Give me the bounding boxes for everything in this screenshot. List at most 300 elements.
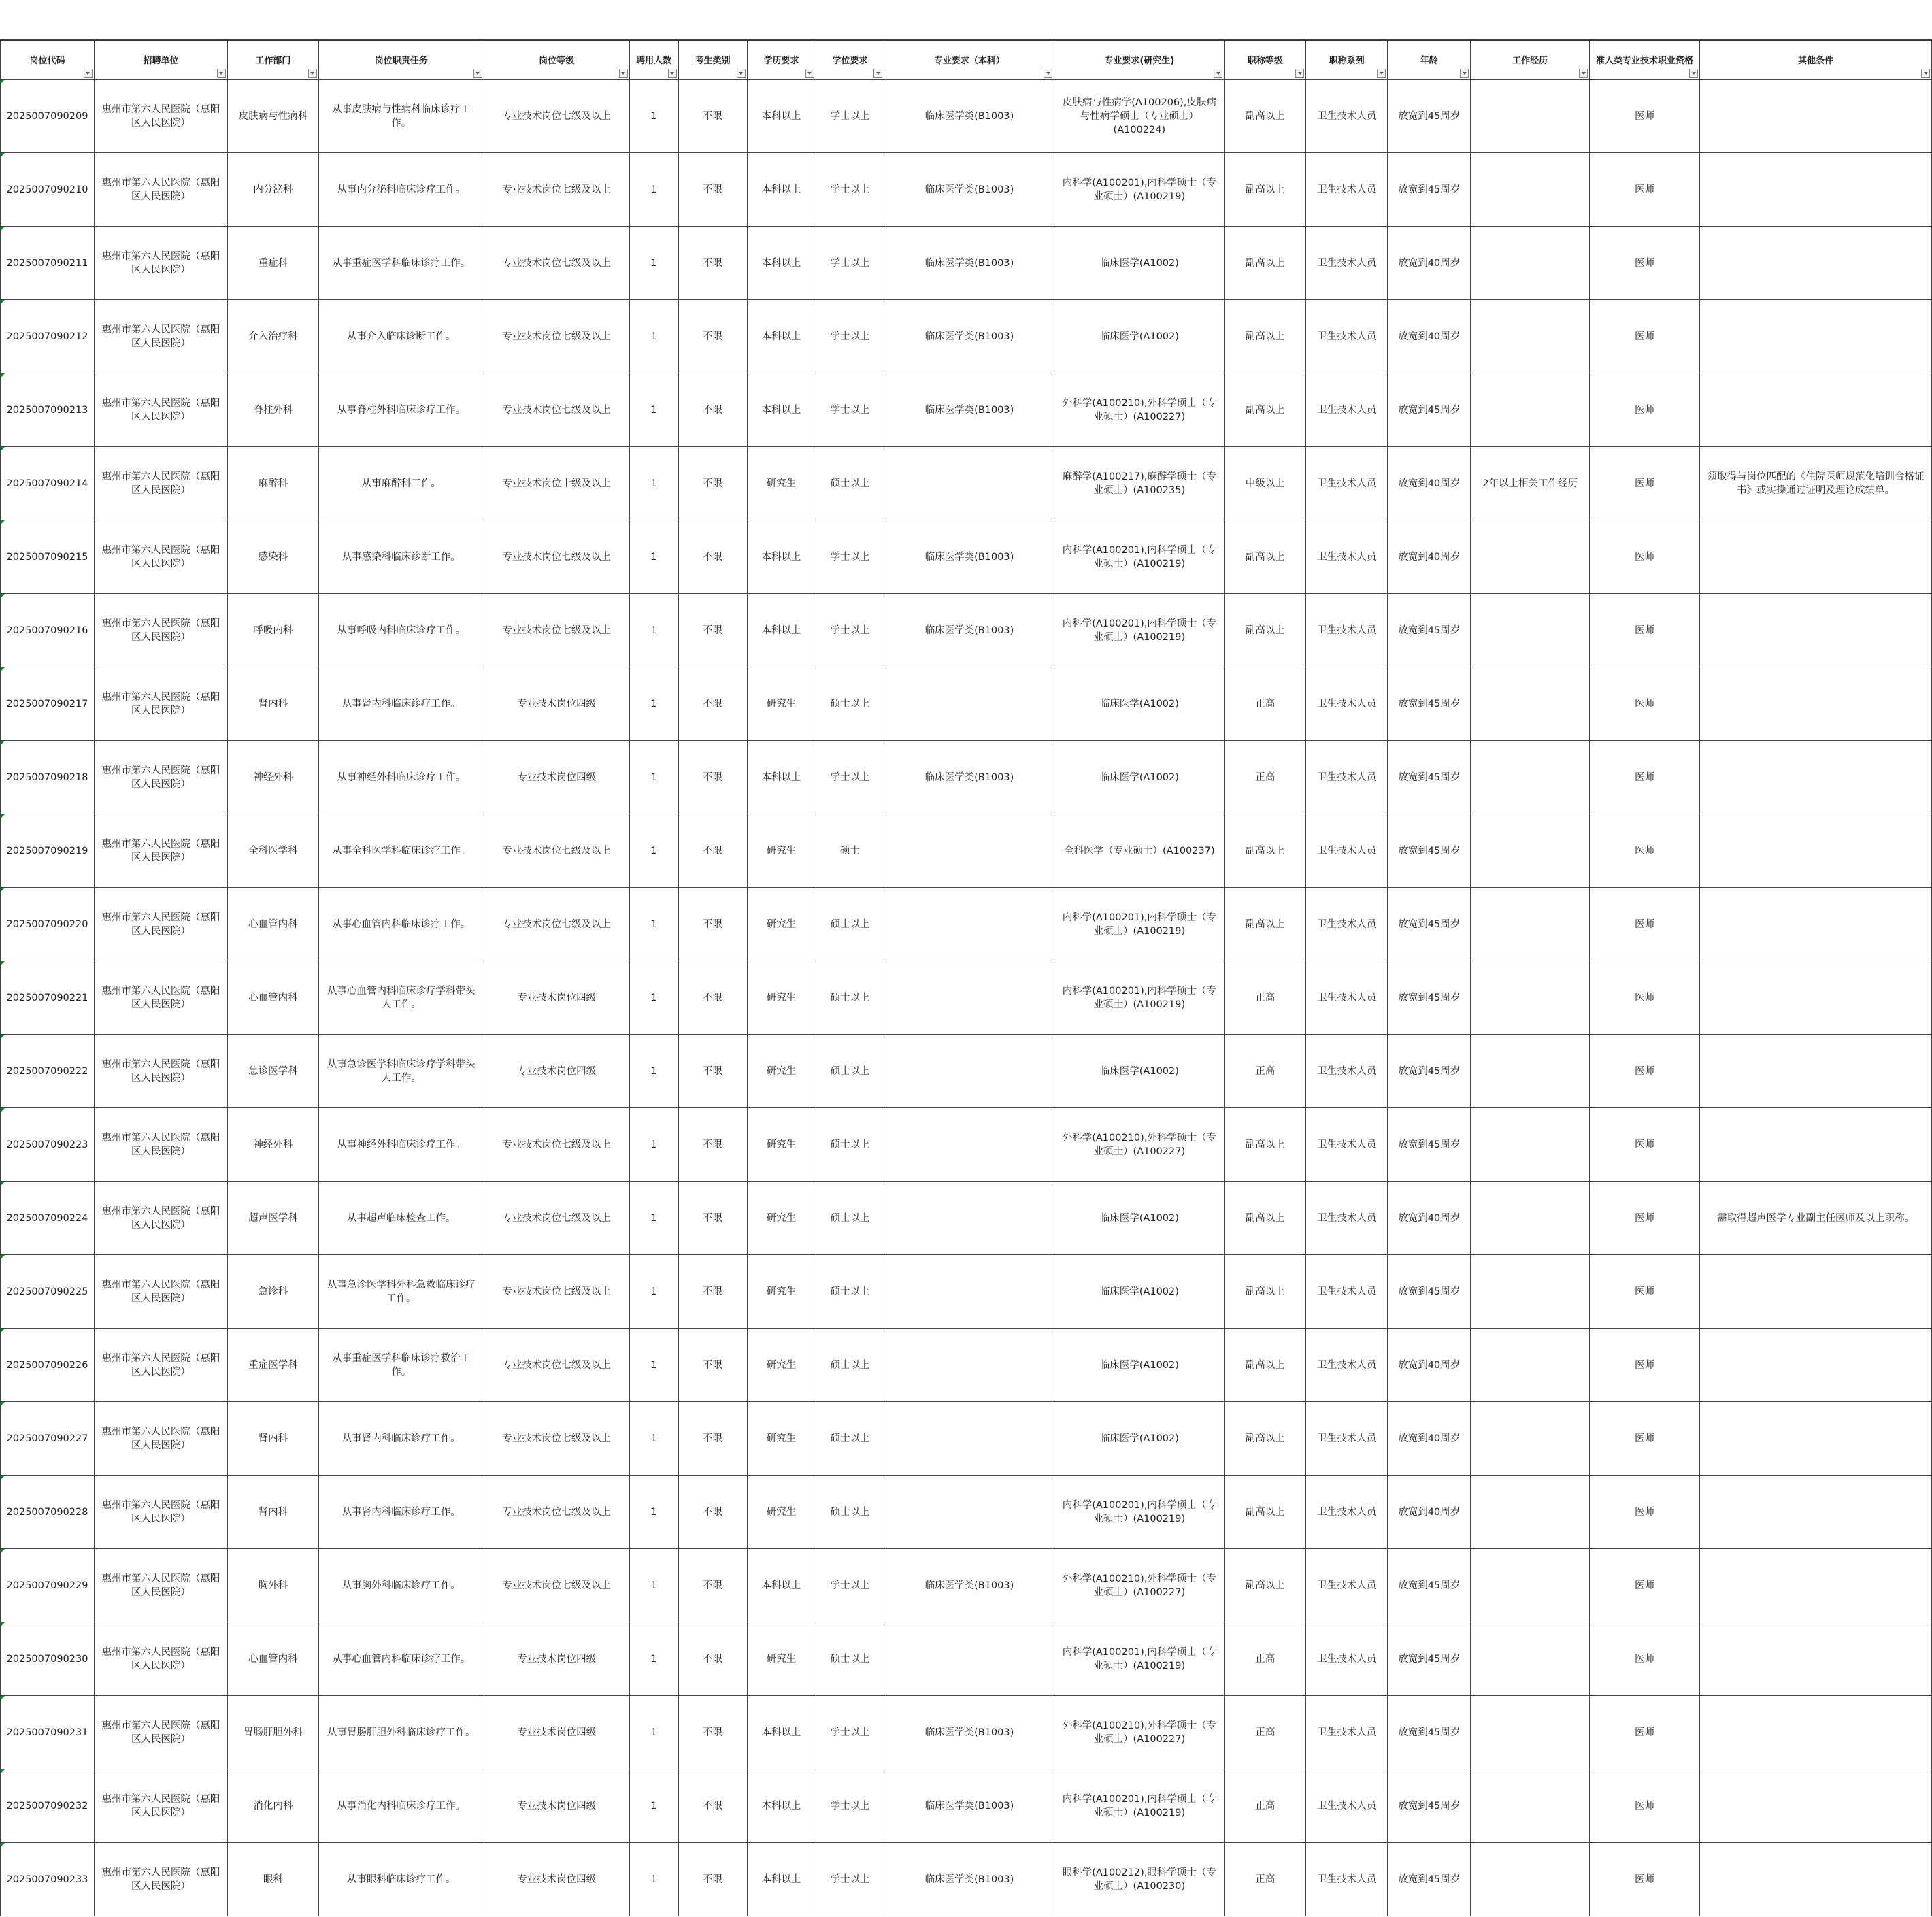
table-cell[interactable]: 1 — [629, 1329, 678, 1402]
table-cell[interactable]: 研究生 — [747, 667, 816, 741]
table-cell[interactable]: 惠州市第六人民医院（惠阳区人民医院） — [94, 1622, 227, 1696]
table-cell[interactable]: 医师 — [1590, 741, 1700, 814]
table-cell[interactable]: 副高以上 — [1225, 1182, 1306, 1255]
table-cell[interactable]: 本科以上 — [747, 300, 816, 373]
table-cell[interactable]: 惠州市第六人民医院（惠阳区人民医院） — [94, 1769, 227, 1843]
table-cell[interactable] — [1700, 1108, 1932, 1182]
table-cell[interactable]: 临床医学类(B1003) — [884, 1843, 1054, 1916]
table-cell[interactable]: 学士以上 — [816, 1696, 884, 1769]
table-cell[interactable]: 临床医学类(B1003) — [884, 1769, 1054, 1843]
table-cell[interactable]: 卫生技术人员 — [1306, 520, 1388, 594]
table-cell[interactable]: 不限 — [678, 447, 747, 520]
table-cell[interactable]: 从事胃肠肝胆外科临床诊疗工作。 — [318, 1696, 484, 1769]
table-cell[interactable]: 医师 — [1590, 814, 1700, 888]
table-cell[interactable]: 医师 — [1590, 80, 1700, 153]
table-cell[interactable]: 临床医学类(B1003) — [884, 1696, 1054, 1769]
table-cell[interactable] — [1471, 1622, 1590, 1696]
table-cell[interactable]: 硕士以上 — [816, 888, 884, 961]
table-cell[interactable]: 临床医学类(B1003) — [884, 300, 1054, 373]
table-cell[interactable] — [1700, 1622, 1932, 1696]
table-cell[interactable]: 本科以上 — [747, 227, 816, 300]
table-cell[interactable] — [1700, 520, 1932, 594]
table-cell[interactable]: 副高以上 — [1225, 1329, 1306, 1402]
table-cell[interactable]: 1 — [629, 447, 678, 520]
table-cell[interactable]: 学士以上 — [816, 300, 884, 373]
table-cell[interactable]: 麻醉科 — [227, 447, 318, 520]
table-cell[interactable]: 专业技术岗位七级及以上 — [484, 300, 629, 373]
table-cell[interactable]: 不限 — [678, 1622, 747, 1696]
table-cell[interactable] — [884, 961, 1054, 1035]
table-cell[interactable]: 从事超声临床检查工作。 — [318, 1182, 484, 1255]
table-cell[interactable]: 2025007090231 — [1, 1696, 95, 1769]
table-cell[interactable] — [1471, 1843, 1590, 1916]
table-cell[interactable] — [884, 1329, 1054, 1402]
table-cell[interactable]: 不限 — [678, 1402, 747, 1476]
table-cell[interactable] — [1471, 1696, 1590, 1769]
table-cell[interactable]: 2年以上相关工作经历 — [1471, 447, 1590, 520]
table-cell[interactable]: 惠州市第六人民医院（惠阳区人民医院） — [94, 1255, 227, 1329]
table-cell[interactable]: 学士以上 — [816, 1549, 884, 1622]
table-cell[interactable]: 惠州市第六人民医院（惠阳区人民医院） — [94, 300, 227, 373]
table-cell[interactable]: 卫生技术人员 — [1306, 153, 1388, 227]
table-cell[interactable]: 医师 — [1590, 594, 1700, 667]
table-cell[interactable] — [1700, 1696, 1932, 1769]
table-cell[interactable]: 不限 — [678, 300, 747, 373]
table-cell[interactable] — [884, 1402, 1054, 1476]
table-cell[interactable]: 眼科 — [227, 1843, 318, 1916]
table-cell[interactable]: 医师 — [1590, 1696, 1700, 1769]
table-cell[interactable]: 惠州市第六人民医院（惠阳区人民医院） — [94, 1696, 227, 1769]
table-cell[interactable]: 需取得超声医学专业副主任医师及以上职称。 — [1700, 1182, 1932, 1255]
filter-dropdown-icon[interactable] — [308, 69, 317, 78]
table-cell[interactable]: 从事感染科临床诊断工作。 — [318, 520, 484, 594]
table-cell[interactable]: 惠州市第六人民医院（惠阳区人民医院） — [94, 741, 227, 814]
table-cell[interactable]: 卫生技术人员 — [1306, 300, 1388, 373]
table-cell[interactable]: 1 — [629, 741, 678, 814]
table-cell[interactable]: 副高以上 — [1225, 373, 1306, 447]
table-cell[interactable]: 卫生技术人员 — [1306, 373, 1388, 447]
table-cell[interactable]: 硕士以上 — [816, 667, 884, 741]
table-cell[interactable]: 胸外科 — [227, 1549, 318, 1622]
table-cell[interactable]: 正高 — [1225, 961, 1306, 1035]
table-cell[interactable]: 1 — [629, 667, 678, 741]
table-cell[interactable]: 放宽到40周岁 — [1388, 1476, 1471, 1549]
table-cell[interactable]: 医师 — [1590, 1329, 1700, 1402]
table-cell[interactable] — [1700, 888, 1932, 961]
table-cell[interactable]: 硕士以上 — [816, 961, 884, 1035]
table-cell[interactable]: 不限 — [678, 1108, 747, 1182]
table-cell[interactable]: 从事肾内科临床诊疗工作。 — [318, 667, 484, 741]
table-cell[interactable]: 从事皮肤病与性病科临床诊疗工作。 — [318, 80, 484, 153]
table-cell[interactable]: 急诊医学科 — [227, 1035, 318, 1108]
table-cell[interactable]: 脊柱外科 — [227, 373, 318, 447]
table-cell[interactable]: 专业技术岗位七级及以上 — [484, 1476, 629, 1549]
table-cell[interactable]: 专业技术岗位七级及以上 — [484, 1402, 629, 1476]
table-cell[interactable]: 2025007090229 — [1, 1549, 95, 1622]
table-cell[interactable]: 临床医学(A1002) — [1054, 741, 1225, 814]
table-cell[interactable]: 1 — [629, 888, 678, 961]
table-cell[interactable]: 呼吸内科 — [227, 594, 318, 667]
table-cell[interactable]: 惠州市第六人民医院（惠阳区人民医院） — [94, 667, 227, 741]
table-cell[interactable]: 正高 — [1225, 667, 1306, 741]
table-cell[interactable]: 放宽到45周岁 — [1388, 961, 1471, 1035]
table-cell[interactable]: 全科医学（专业硕士）(A100237) — [1054, 814, 1225, 888]
table-cell[interactable]: 从事肾内科临床诊疗工作。 — [318, 1402, 484, 1476]
table-cell[interactable]: 中级以上 — [1225, 447, 1306, 520]
table-cell[interactable]: 不限 — [678, 153, 747, 227]
table-cell[interactable]: 研究生 — [747, 447, 816, 520]
table-cell[interactable]: 放宽到45周岁 — [1388, 667, 1471, 741]
table-cell[interactable] — [1700, 227, 1932, 300]
table-cell[interactable]: 专业技术岗位七级及以上 — [484, 814, 629, 888]
table-cell[interactable]: 放宽到45周岁 — [1388, 1108, 1471, 1182]
table-cell[interactable] — [1471, 520, 1590, 594]
table-cell[interactable] — [884, 447, 1054, 520]
table-cell[interactable] — [1471, 961, 1590, 1035]
table-cell[interactable]: 临床医学类(B1003) — [884, 520, 1054, 594]
table-cell[interactable]: 1 — [629, 961, 678, 1035]
table-cell[interactable]: 医师 — [1590, 1622, 1700, 1696]
table-cell[interactable]: 学士以上 — [816, 520, 884, 594]
table-cell[interactable] — [1471, 1108, 1590, 1182]
table-cell[interactable]: 1 — [629, 1182, 678, 1255]
table-cell[interactable]: 卫生技术人员 — [1306, 1035, 1388, 1108]
table-cell[interactable]: 放宽到45周岁 — [1388, 373, 1471, 447]
table-cell[interactable]: 临床医学类(B1003) — [884, 373, 1054, 447]
table-cell[interactable]: 学士以上 — [816, 80, 884, 153]
table-cell[interactable]: 医师 — [1590, 1769, 1700, 1843]
table-cell[interactable]: 本科以上 — [747, 594, 816, 667]
table-cell[interactable]: 2025007090222 — [1, 1035, 95, 1108]
table-cell[interactable]: 1 — [629, 1696, 678, 1769]
table-cell[interactable]: 本科以上 — [747, 1696, 816, 1769]
table-cell[interactable]: 临床医学类(B1003) — [884, 80, 1054, 153]
table-cell[interactable]: 卫生技术人员 — [1306, 888, 1388, 961]
table-cell[interactable]: 内科学(A100201),内科学硕士（专业硕士）(A100219) — [1054, 1622, 1225, 1696]
filter-dropdown-icon[interactable] — [1460, 69, 1469, 78]
table-cell[interactable]: 惠州市第六人民医院（惠阳区人民医院） — [94, 1843, 227, 1916]
table-cell[interactable]: 消化内科 — [227, 1769, 318, 1843]
filter-dropdown-icon[interactable] — [737, 69, 746, 78]
table-cell[interactable]: 专业技术岗位四级 — [484, 1696, 629, 1769]
table-cell[interactable]: 医师 — [1590, 153, 1700, 227]
table-cell[interactable]: 2025007090221 — [1, 961, 95, 1035]
table-cell[interactable]: 卫生技术人员 — [1306, 1549, 1388, 1622]
table-cell[interactable]: 医师 — [1590, 520, 1700, 594]
table-cell[interactable]: 心血管内科 — [227, 888, 318, 961]
table-cell[interactable]: 临床医学(A1002) — [1054, 1035, 1225, 1108]
table-cell[interactable]: 临床医学(A1002) — [1054, 1182, 1225, 1255]
table-cell[interactable]: 内科学(A100201),内科学硕士（专业硕士）(A100219) — [1054, 961, 1225, 1035]
table-cell[interactable]: 放宽到45周岁 — [1388, 1769, 1471, 1843]
table-cell[interactable]: 放宽到45周岁 — [1388, 741, 1471, 814]
table-cell[interactable] — [1700, 1255, 1932, 1329]
table-cell[interactable]: 1 — [629, 1255, 678, 1329]
table-cell[interactable]: 硕士以上 — [816, 1035, 884, 1108]
table-cell[interactable]: 心血管内科 — [227, 1622, 318, 1696]
table-cell[interactable]: 本科以上 — [747, 1549, 816, 1622]
table-cell[interactable]: 惠州市第六人民医院（惠阳区人民医院） — [94, 373, 227, 447]
table-cell[interactable] — [1471, 1549, 1590, 1622]
table-cell[interactable]: 从事心血管内科临床诊疗工作。 — [318, 1622, 484, 1696]
table-cell[interactable] — [1471, 80, 1590, 153]
table-cell[interactable]: 硕士以上 — [816, 1255, 884, 1329]
table-cell[interactable] — [1700, 1035, 1932, 1108]
table-cell[interactable]: 临床医学(A1002) — [1054, 227, 1225, 300]
table-cell[interactable]: 医师 — [1590, 1476, 1700, 1549]
table-cell[interactable]: 2025007090212 — [1, 300, 95, 373]
table-cell[interactable]: 本科以上 — [747, 80, 816, 153]
table-cell[interactable]: 眼科学(A100212),眼科学硕士（专业硕士）(A100230) — [1054, 1843, 1225, 1916]
table-cell[interactable]: 医师 — [1590, 1108, 1700, 1182]
table-cell[interactable]: 从事消化内科临床诊疗工作。 — [318, 1769, 484, 1843]
table-cell[interactable]: 正高 — [1225, 1696, 1306, 1769]
table-cell[interactable]: 肾内科 — [227, 667, 318, 741]
table-cell[interactable]: 副高以上 — [1225, 1255, 1306, 1329]
filter-dropdown-icon[interactable] — [84, 69, 93, 78]
table-cell[interactable]: 副高以上 — [1225, 80, 1306, 153]
table-cell[interactable]: 放宽到45周岁 — [1388, 1622, 1471, 1696]
table-cell[interactable]: 从事介入临床诊断工作。 — [318, 300, 484, 373]
table-cell[interactable]: 专业技术岗位四级 — [484, 1622, 629, 1696]
table-cell[interactable]: 惠州市第六人民医院（惠阳区人民医院） — [94, 1402, 227, 1476]
table-cell[interactable]: 不限 — [678, 1182, 747, 1255]
table-cell[interactable]: 内科学(A100201),内科学硕士（专业硕士）(A100219) — [1054, 594, 1225, 667]
table-cell[interactable] — [1700, 1769, 1932, 1843]
table-cell[interactable]: 2025007090219 — [1, 814, 95, 888]
table-cell[interactable]: 放宽到45周岁 — [1388, 153, 1471, 227]
table-cell[interactable]: 从事麻醉科工作。 — [318, 447, 484, 520]
table-cell[interactable]: 1 — [629, 1476, 678, 1549]
table-cell[interactable]: 硕士以上 — [816, 1182, 884, 1255]
table-cell[interactable]: 专业技术岗位七级及以上 — [484, 80, 629, 153]
filter-dropdown-icon[interactable] — [873, 69, 882, 78]
table-cell[interactable]: 不限 — [678, 1843, 747, 1916]
table-cell[interactable]: 1 — [629, 1769, 678, 1843]
table-cell[interactable]: 正高 — [1225, 1622, 1306, 1696]
table-cell[interactable]: 放宽到45周岁 — [1388, 814, 1471, 888]
table-cell[interactable]: 本科以上 — [747, 1843, 816, 1916]
table-cell[interactable] — [884, 1182, 1054, 1255]
table-cell[interactable]: 超声医学科 — [227, 1182, 318, 1255]
table-cell[interactable]: 副高以上 — [1225, 814, 1306, 888]
table-cell[interactable] — [884, 1108, 1054, 1182]
table-cell[interactable]: 卫生技术人员 — [1306, 741, 1388, 814]
table-cell[interactable]: 卫生技术人员 — [1306, 1182, 1388, 1255]
table-cell[interactable]: 卫生技术人员 — [1306, 1108, 1388, 1182]
table-cell[interactable]: 副高以上 — [1225, 1549, 1306, 1622]
table-cell[interactable]: 1 — [629, 1549, 678, 1622]
table-cell[interactable]: 专业技术岗位四级 — [484, 741, 629, 814]
table-cell[interactable]: 从事眼科临床诊疗工作。 — [318, 1843, 484, 1916]
filter-dropdown-icon[interactable] — [668, 69, 677, 78]
table-cell[interactable]: 专业技术岗位七级及以上 — [484, 888, 629, 961]
table-cell[interactable]: 感染科 — [227, 520, 318, 594]
table-cell[interactable]: 临床医学(A1002) — [1054, 1402, 1225, 1476]
table-cell[interactable] — [1471, 741, 1590, 814]
table-cell[interactable]: 卫生技术人员 — [1306, 1622, 1388, 1696]
table-cell[interactable] — [1700, 1549, 1932, 1622]
table-cell[interactable]: 正高 — [1225, 1035, 1306, 1108]
table-cell[interactable]: 卫生技术人员 — [1306, 1696, 1388, 1769]
table-cell[interactable]: 副高以上 — [1225, 888, 1306, 961]
table-cell[interactable]: 惠州市第六人民医院（惠阳区人民医院） — [94, 594, 227, 667]
table-cell[interactable]: 副高以上 — [1225, 1108, 1306, 1182]
filter-dropdown-icon[interactable] — [1689, 69, 1698, 78]
table-cell[interactable]: 副高以上 — [1225, 594, 1306, 667]
table-cell[interactable]: 正高 — [1225, 1769, 1306, 1843]
filter-dropdown-icon[interactable] — [619, 69, 628, 78]
table-cell[interactable]: 不限 — [678, 961, 747, 1035]
table-cell[interactable]: 重症科 — [227, 227, 318, 300]
table-cell[interactable]: 研究生 — [747, 1329, 816, 1402]
table-cell[interactable]: 惠州市第六人民医院（惠阳区人民医院） — [94, 447, 227, 520]
filter-dropdown-icon[interactable] — [217, 69, 226, 78]
table-cell[interactable]: 1 — [629, 1843, 678, 1916]
table-cell[interactable]: 医师 — [1590, 1402, 1700, 1476]
table-cell[interactable] — [1700, 594, 1932, 667]
table-cell[interactable]: 内科学(A100201),内科学硕士（专业硕士）(A100219) — [1054, 1476, 1225, 1549]
filter-dropdown-icon[interactable] — [1921, 69, 1930, 78]
table-cell[interactable]: 1 — [629, 80, 678, 153]
table-cell[interactable]: 1 — [629, 814, 678, 888]
table-cell[interactable]: 2025007090213 — [1, 373, 95, 447]
table-cell[interactable]: 胃肠肝胆外科 — [227, 1696, 318, 1769]
table-cell[interactable]: 专业技术岗位七级及以上 — [484, 1255, 629, 1329]
filter-dropdown-icon[interactable] — [1295, 69, 1304, 78]
table-cell[interactable]: 不限 — [678, 80, 747, 153]
table-cell[interactable] — [1471, 153, 1590, 227]
table-cell[interactable]: 医师 — [1590, 1182, 1700, 1255]
table-cell[interactable]: 医师 — [1590, 1549, 1700, 1622]
table-cell[interactable]: 副高以上 — [1225, 227, 1306, 300]
filter-dropdown-icon[interactable] — [473, 69, 482, 78]
table-cell[interactable]: 内分泌科 — [227, 153, 318, 227]
table-cell[interactable]: 2025007090217 — [1, 667, 95, 741]
table-cell[interactable]: 2025007090225 — [1, 1255, 95, 1329]
table-cell[interactable]: 医师 — [1590, 1035, 1700, 1108]
table-cell[interactable]: 2025007090226 — [1, 1329, 95, 1402]
table-cell[interactable]: 临床医学(A1002) — [1054, 1255, 1225, 1329]
table-cell[interactable]: 专业技术岗位七级及以上 — [484, 1182, 629, 1255]
table-cell[interactable]: 放宽到40周岁 — [1388, 300, 1471, 373]
table-cell[interactable]: 卫生技术人员 — [1306, 961, 1388, 1035]
table-cell[interactable] — [1700, 1402, 1932, 1476]
table-cell[interactable]: 研究生 — [747, 1622, 816, 1696]
table-cell[interactable] — [1700, 373, 1932, 447]
table-cell[interactable] — [1700, 741, 1932, 814]
table-cell[interactable]: 专业技术岗位七级及以上 — [484, 1329, 629, 1402]
table-cell[interactable]: 学士以上 — [816, 227, 884, 300]
table-cell[interactable]: 放宽到40周岁 — [1388, 227, 1471, 300]
table-cell[interactable]: 内科学(A100201),内科学硕士（专业硕士）(A100219) — [1054, 153, 1225, 227]
table-cell[interactable]: 全科医学科 — [227, 814, 318, 888]
table-cell[interactable]: 1 — [629, 300, 678, 373]
table-cell[interactable]: 惠州市第六人民医院（惠阳区人民医院） — [94, 80, 227, 153]
table-cell[interactable]: 急诊科 — [227, 1255, 318, 1329]
table-cell[interactable]: 不限 — [678, 520, 747, 594]
table-cell[interactable]: 卫生技术人员 — [1306, 1769, 1388, 1843]
table-cell[interactable] — [1471, 1255, 1590, 1329]
table-cell[interactable]: 学士以上 — [816, 1843, 884, 1916]
table-cell[interactable]: 1 — [629, 1108, 678, 1182]
table-cell[interactable]: 临床医学(A1002) — [1054, 1329, 1225, 1402]
table-cell[interactable]: 正高 — [1225, 1843, 1306, 1916]
table-cell[interactable] — [1471, 1402, 1590, 1476]
table-cell[interactable]: 研究生 — [747, 961, 816, 1035]
filter-dropdown-icon[interactable] — [1214, 69, 1222, 78]
table-cell[interactable]: 肾内科 — [227, 1402, 318, 1476]
table-cell[interactable]: 从事急诊医学科外科急救临床诊疗工作。 — [318, 1255, 484, 1329]
table-cell[interactable]: 卫生技术人员 — [1306, 1255, 1388, 1329]
table-cell[interactable]: 放宽到45周岁 — [1388, 80, 1471, 153]
table-cell[interactable]: 研究生 — [747, 1182, 816, 1255]
table-cell[interactable]: 不限 — [678, 594, 747, 667]
table-cell[interactable]: 本科以上 — [747, 520, 816, 594]
table-cell[interactable]: 不限 — [678, 1255, 747, 1329]
table-cell[interactable] — [1471, 888, 1590, 961]
table-cell[interactable] — [1700, 961, 1932, 1035]
table-cell[interactable]: 研究生 — [747, 888, 816, 961]
table-cell[interactable]: 内科学(A100201),内科学硕士（专业硕士）(A100219) — [1054, 1769, 1225, 1843]
table-cell[interactable]: 临床医学类(B1003) — [884, 227, 1054, 300]
table-cell[interactable]: 医师 — [1590, 227, 1700, 300]
table-cell[interactable]: 研究生 — [747, 1402, 816, 1476]
table-cell[interactable]: 本科以上 — [747, 1769, 816, 1843]
table-cell[interactable]: 1 — [629, 1035, 678, 1108]
table-cell[interactable] — [884, 1255, 1054, 1329]
table-cell[interactable] — [1471, 1329, 1590, 1402]
table-cell[interactable]: 研究生 — [747, 1108, 816, 1182]
table-cell[interactable] — [1471, 1476, 1590, 1549]
table-cell[interactable]: 1 — [629, 1402, 678, 1476]
table-cell[interactable]: 卫生技术人员 — [1306, 1402, 1388, 1476]
table-cell[interactable]: 不限 — [678, 814, 747, 888]
table-cell[interactable]: 专业技术岗位七级及以上 — [484, 520, 629, 594]
table-cell[interactable]: 放宽到40周岁 — [1388, 447, 1471, 520]
table-cell[interactable]: 肾内科 — [227, 1476, 318, 1549]
filter-dropdown-icon[interactable] — [805, 69, 814, 78]
table-cell[interactable]: 专业技术岗位七级及以上 — [484, 153, 629, 227]
table-cell[interactable]: 从事心血管内科临床诊疗工作。 — [318, 888, 484, 961]
table-cell[interactable]: 惠州市第六人民医院（惠阳区人民医院） — [94, 1476, 227, 1549]
table-cell[interactable]: 临床医学类(B1003) — [884, 741, 1054, 814]
table-cell[interactable]: 从事神经外科临床诊疗工作。 — [318, 1108, 484, 1182]
table-cell[interactable]: 不限 — [678, 227, 747, 300]
table-cell[interactable]: 硕士以上 — [816, 1108, 884, 1182]
table-cell[interactable]: 从事胸外科临床诊疗工作。 — [318, 1549, 484, 1622]
table-cell[interactable] — [1700, 814, 1932, 888]
table-cell[interactable]: 惠州市第六人民医院（惠阳区人民医院） — [94, 1182, 227, 1255]
table-cell[interactable]: 外科学(A100210),外科学硕士（专业硕士）(A100227) — [1054, 373, 1225, 447]
table-cell[interactable]: 惠州市第六人民医院（惠阳区人民医院） — [94, 814, 227, 888]
table-cell[interactable]: 不限 — [678, 1329, 747, 1402]
table-cell[interactable]: 惠州市第六人民医院（惠阳区人民医院） — [94, 1035, 227, 1108]
table-cell[interactable]: 2025007090224 — [1, 1182, 95, 1255]
table-cell[interactable]: 副高以上 — [1225, 1402, 1306, 1476]
filter-dropdown-icon[interactable] — [1579, 69, 1588, 78]
table-cell[interactable]: 研究生 — [747, 1476, 816, 1549]
table-cell[interactable]: 卫生技术人员 — [1306, 227, 1388, 300]
table-cell[interactable]: 1 — [629, 520, 678, 594]
table-cell[interactable]: 临床医学(A1002) — [1054, 300, 1225, 373]
table-cell[interactable]: 专业技术岗位四级 — [484, 961, 629, 1035]
table-cell[interactable]: 内科学(A100201),内科学硕士（专业硕士）(A100219) — [1054, 888, 1225, 961]
table-cell[interactable]: 不限 — [678, 1696, 747, 1769]
table-cell[interactable]: 须取得与岗位匹配的《住院医师规范化培训合格证书》或实操通过证明及理论成绩单。 — [1700, 447, 1932, 520]
table-cell[interactable] — [1471, 667, 1590, 741]
table-cell[interactable]: 心血管内科 — [227, 961, 318, 1035]
